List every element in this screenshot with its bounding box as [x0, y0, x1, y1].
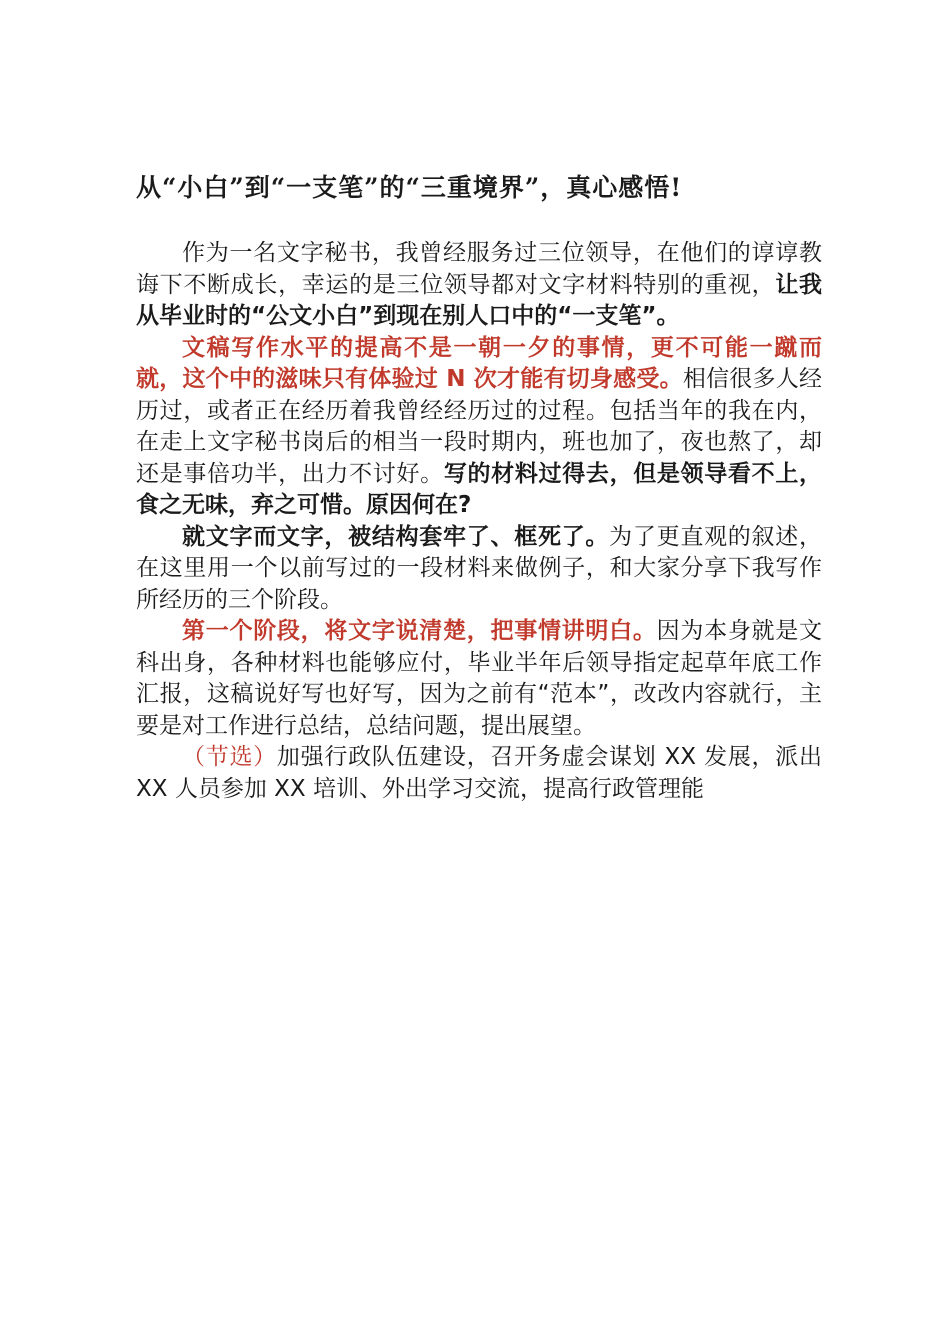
text-segment-bold: 让我从毕业时的“公文小白”到现在别人口中的“一支笔”。 — [136, 271, 823, 329]
text-segment-excerpt-label: （节选） — [182, 744, 277, 770]
paragraph-improvement — [136, 333, 822, 522]
paragraph-excerpt — [136, 742, 822, 805]
text-segment-bold: 写的材料过得去，但是领导看不上，食之无味，弃之可惜。原因何在? — [136, 460, 823, 518]
text-segment-highlight: 文稿写作水平的提高不是一朝一夕的事情，更不可能一蹴而就，这个中的滋味只有体验过 N 次才能有切身感受。 — [136, 334, 822, 392]
text-segment: 因为本身就是文科出身，各种材料也能够应付，毕业半年后领导指定起草年底工作汇报，这稿说好写也好写，因为之前有“范本”，改改内容就行，主要是对工作进行总结，总结问题，提出展望。 — [136, 618, 823, 739]
paragraph-stage-one — [136, 616, 822, 742]
paragraph-intro — [136, 238, 822, 333]
text-segment: 为了更直观的叙述，在这里用一个以前写过的一段材料来做例子，和大家分享下我写作所经历的三个阶段。 — [136, 523, 823, 613]
document-title: 从“小白”到“一支笔”的“三重境界”，真心感悟! — [136, 173, 683, 202]
text-segment: 作为一名文字秘书，我曾经服务过三位领导，在他们的谆谆教诲下不断成长，幸运的是三位领导都对文字材料特别的重视， — [136, 240, 822, 298]
paragraph-structure — [136, 522, 822, 617]
text-segment-bold: 就文字而文字，被结构套牢了、框死了。 — [182, 523, 610, 550]
text-segment-highlight: 第一个阶段，将文字说清楚，把事情讲明白。 — [182, 618, 657, 644]
text-segment: 相信很多人经历过，或者正在经历着我曾经经历过的过程。包括当年的我在内，在走上文字秘书岗后的相当一段时期内，班也加了，夜也熬了，却还是事倍功半，出力不讨好。 — [136, 366, 823, 487]
text-segment: 加强行政队伍建设，召开务虚会谋划 XX 发展，派出 XX 人员参加 XX 培训、外出学习交流，提高行政管理能 — [136, 744, 822, 802]
document-body — [136, 238, 822, 805]
